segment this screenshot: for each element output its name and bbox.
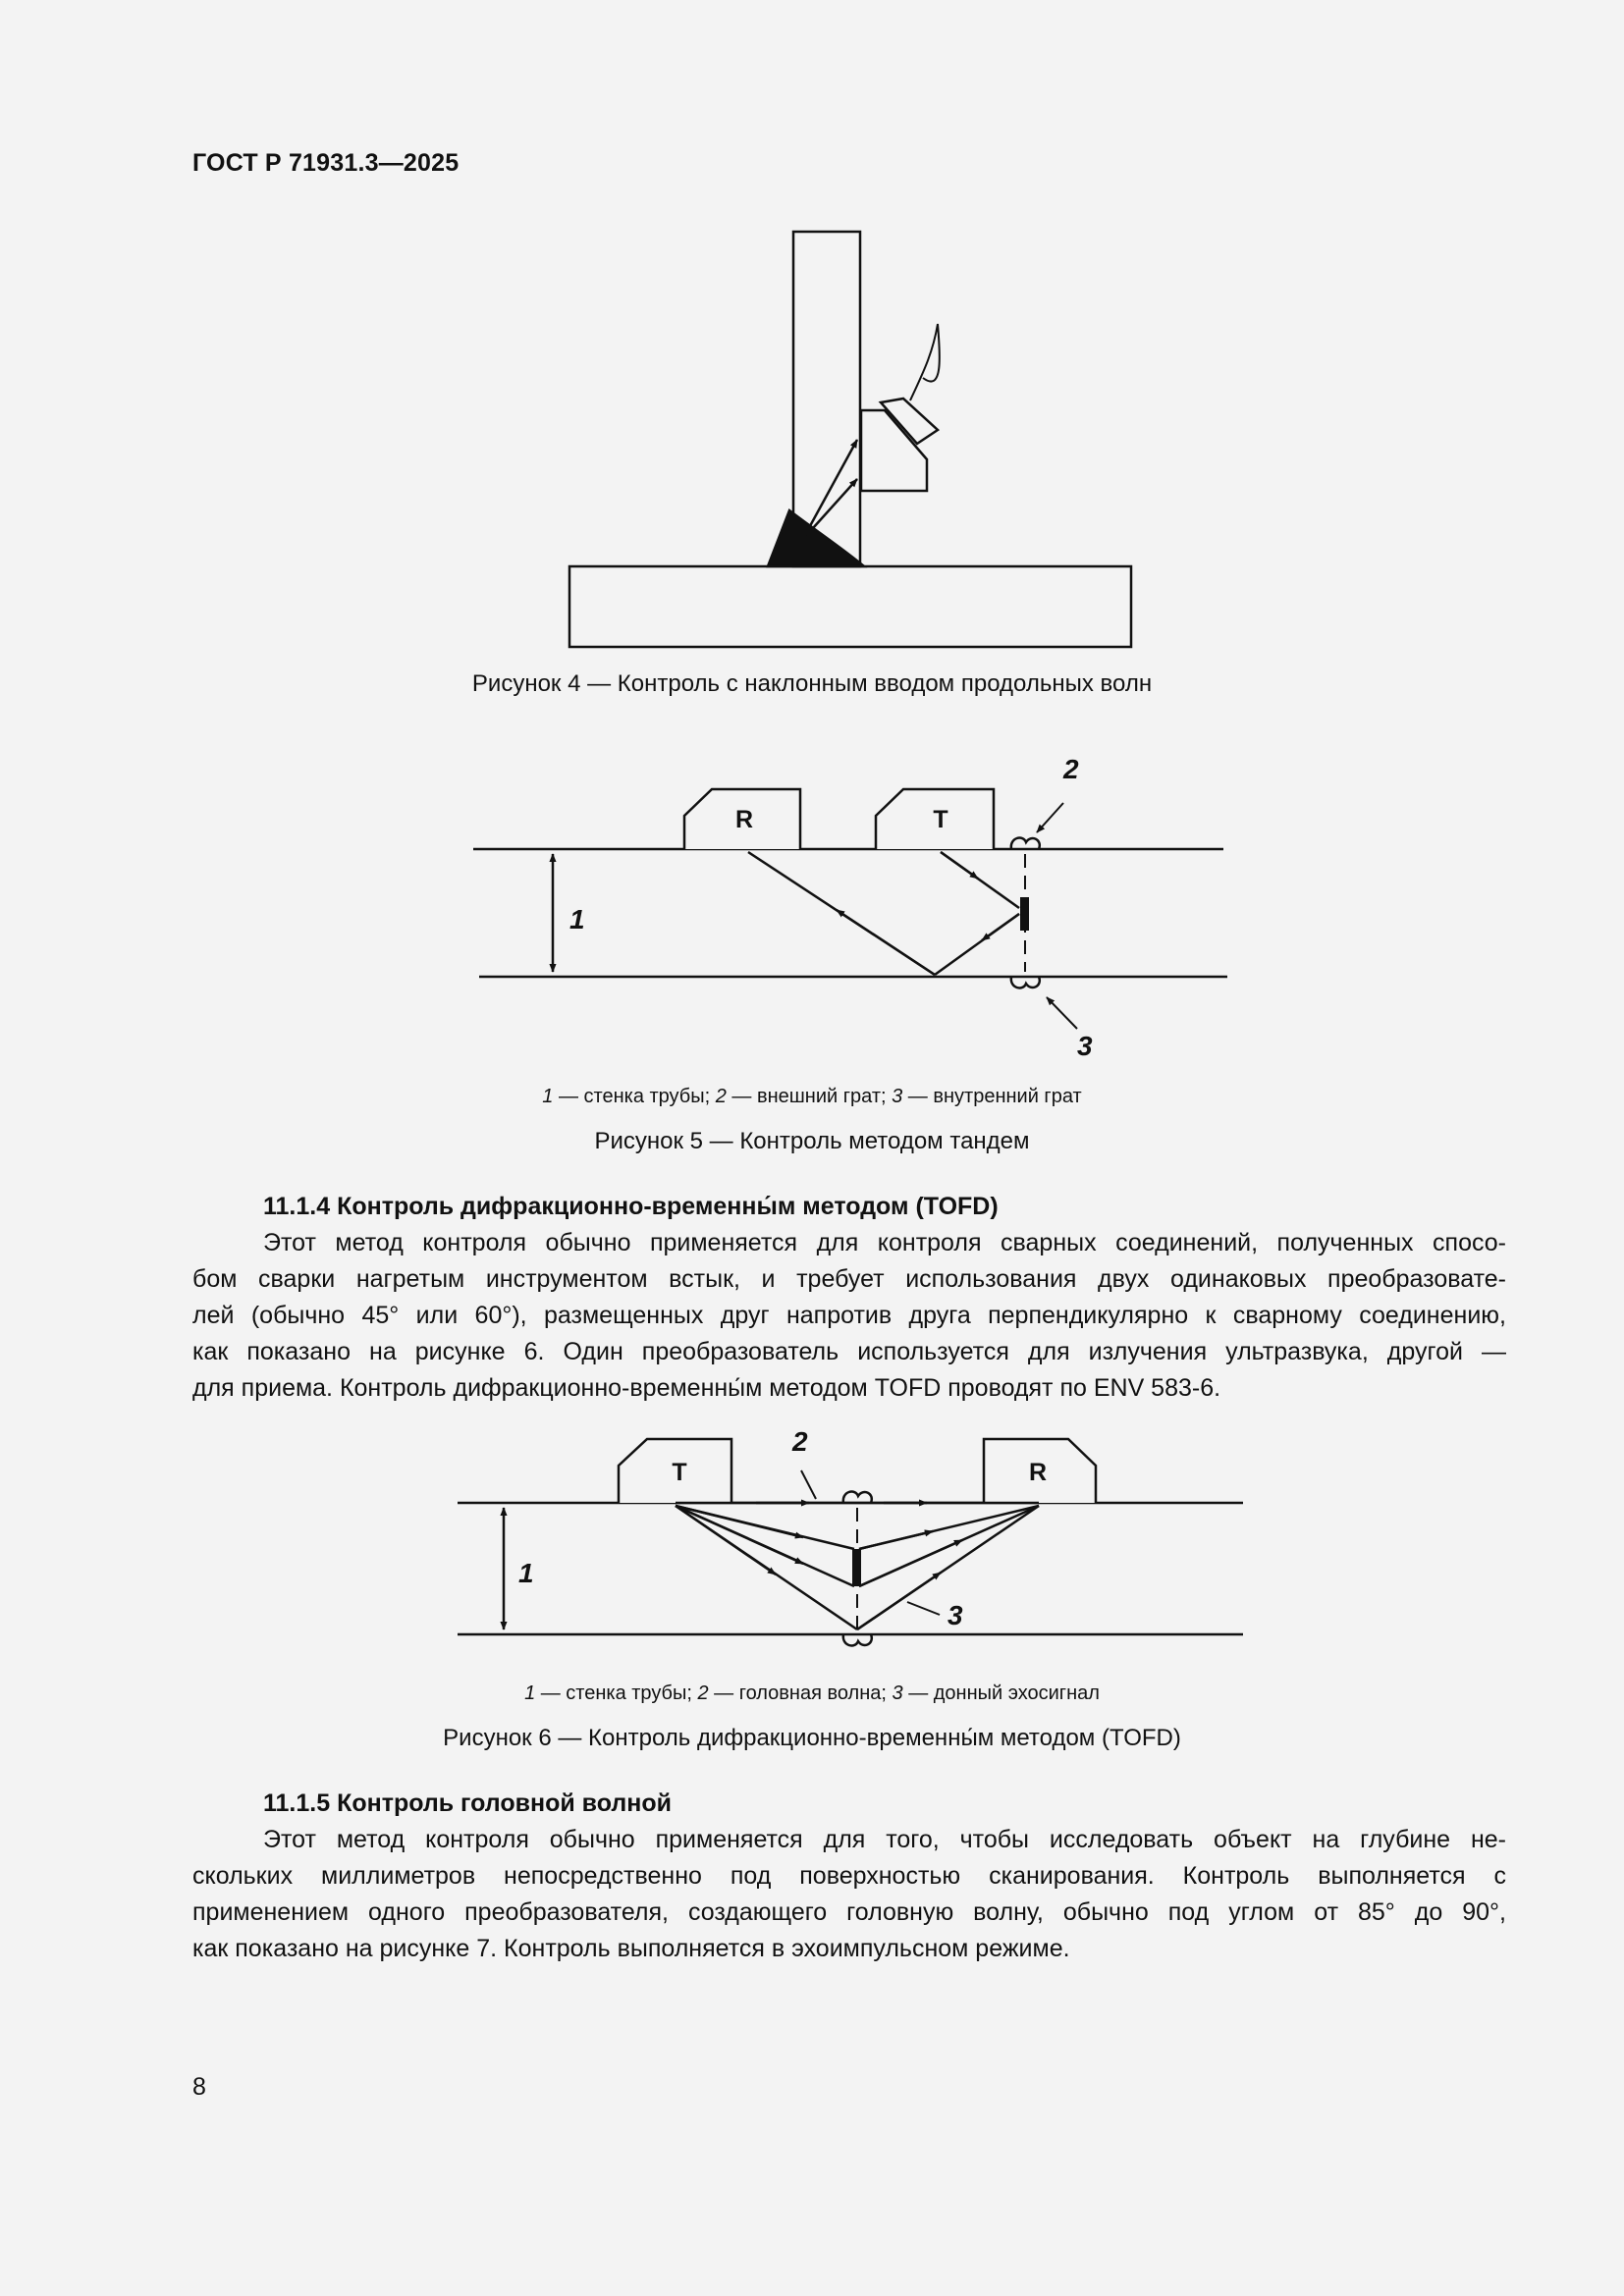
inner-burr [1011, 977, 1040, 988]
section-1114-paragraph [192, 1225, 1506, 1407]
section-1114-title: 11.1.4 Контроль дифракционно-временны́м методом (TOFD) [263, 1193, 999, 1220]
page-number: 8 [192, 2073, 206, 2101]
leader-2 [801, 1470, 816, 1499]
outer-burr [1011, 838, 1040, 849]
leader-3 [1047, 997, 1077, 1029]
paragraph-line: для приема. Контроль дифракционно-временны́м методом TOFD проводят по ENV 583-6. [192, 1374, 1221, 1402]
section-1115-title: 11.1.5 Контроль головной волной [263, 1789, 672, 1817]
label-1: 1 [569, 904, 585, 934]
figure-6-labels [518, 1426, 1047, 1630]
paragraph-line: бом сварки нагретым инструментом встык, и требует использования двух одинаковых преобразовате- [192, 1265, 1506, 1293]
legend-num: 1 [542, 1086, 554, 1107]
figure-5-legend [0, 1086, 1624, 1108]
outer-burr [843, 1492, 872, 1503]
base-plate [569, 566, 1131, 647]
paragraph-line: Этот метод контроля обычно применяется для контроля сварных соединений, полученных спосо- [263, 1229, 1506, 1256]
legend-num: 1 [524, 1682, 536, 1704]
figure-6-caption: Рисунок 6 — Контроль дифракционно-временны́м методом (TOFD) [443, 1725, 1181, 1751]
legend-num: 2 [697, 1682, 709, 1704]
leader-2 [1037, 803, 1063, 832]
label-2: 2 [1063, 754, 1079, 784]
paragraph-line: лей (обычно 45° или 60°), размещенных друг напротив друга перпендикулярно к сварному соединению, [192, 1302, 1506, 1329]
document-id: ГОСТ Р 71931.3—2025 [192, 149, 460, 177]
leader-3 [907, 1602, 940, 1615]
paragraph-line: как показано на рисунке 7. Контроль выполняется в эхоимпульсном режиме. [192, 1935, 1070, 1962]
figure-6-drawing [458, 1439, 1243, 1645]
legend-num: 3 [892, 1086, 903, 1107]
legend-text: — головная волна; [708, 1682, 893, 1704]
legend-num: 3 [892, 1682, 903, 1704]
inner-burr [843, 1634, 872, 1645]
label-t: T [933, 806, 948, 833]
legend-num: 2 [715, 1086, 727, 1107]
label-r: R [734, 806, 754, 833]
paragraph-line: применением одного преобразователя, создающего головную волну, обычно под углом от 85° до 90°, [192, 1898, 1506, 1926]
figure-4-drawing [569, 232, 1131, 647]
paragraph-line: как показано на рисунке 6. Один преобразователь используется для излучения ультразвука, другой — [192, 1338, 1506, 1365]
paragraph-line: Этот метод контроля обычно применяется для того, чтобы исследовать объект на глубине не- [263, 1826, 1506, 1853]
label-2: 2 [792, 1426, 808, 1457]
figure-5-drawing [473, 789, 1227, 1029]
probe-cable [910, 324, 940, 400]
legend-text: — донный эхосигнал [902, 1682, 1100, 1704]
label-3: 3 [947, 1600, 963, 1630]
legend-text: — стенка трубы; [535, 1682, 698, 1704]
legend-text: — стенка трубы; [553, 1086, 716, 1107]
legend-text: — внешний грат; [726, 1086, 893, 1107]
vertical-wall [793, 232, 860, 566]
figure-6-legend [0, 1682, 1624, 1705]
label-1: 1 [518, 1558, 534, 1588]
figure-5-caption: Рисунок 5 — Контроль методом тандем [594, 1128, 1030, 1154]
paragraph-line: скольких миллиметров непосредственно под поверхностью сканирования. Контроль выполняется с [192, 1862, 1506, 1890]
legend-text: — внутренний грат [902, 1086, 1082, 1107]
figure-4-caption: Рисунок 4 — Контроль с наклонным вводом продольных волн [471, 670, 1153, 697]
label-t: T [672, 1459, 687, 1486]
flaw [1020, 897, 1029, 931]
label-3: 3 [1077, 1031, 1093, 1061]
section-1115-paragraph [192, 1822, 1506, 1967]
label-r: R [1028, 1459, 1048, 1486]
flaw [852, 1549, 861, 1586]
